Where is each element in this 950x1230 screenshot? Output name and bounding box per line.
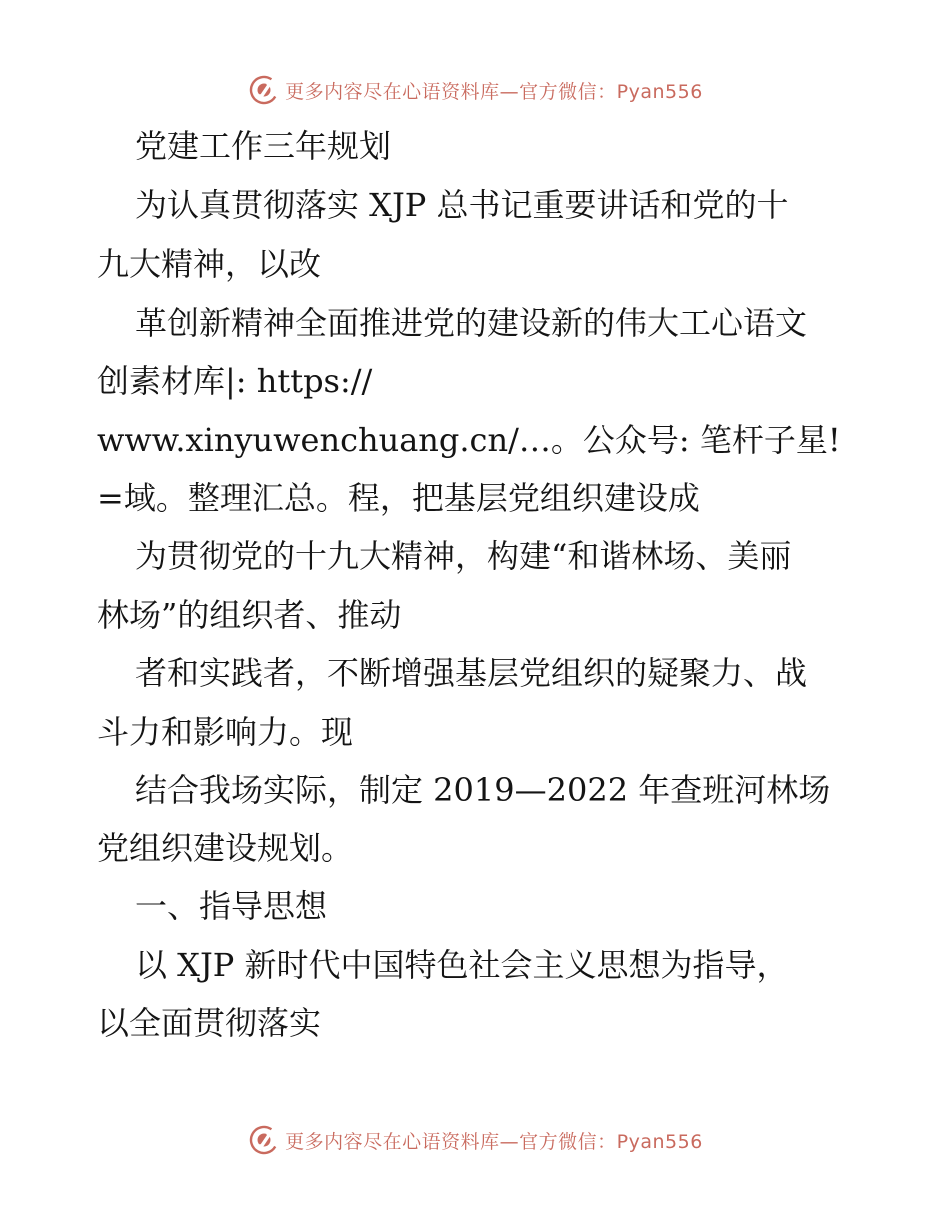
paragraph-line: 者和实践者，不断增强基层党组织的疑聚力、战 — [135, 654, 808, 692]
pen-logo-icon — [247, 1123, 281, 1157]
section-heading: 一、指导思想 — [135, 887, 328, 925]
footer-watermark — [0, 1118, 950, 1162]
paragraph-line: 为认真贯彻落实 XJP 总书记重要讲话和党的十 — [135, 186, 789, 224]
paragraph-line: 创素材库|: https:// — [97, 362, 373, 400]
paragraph-line: 以全面贯彻落实 — [97, 1004, 322, 1042]
watermark-text: 更多内容尽在心语资料库—官方微信： — [285, 80, 617, 103]
watermark-handle: Pyan556 — [616, 1130, 703, 1153]
pen-logo-icon — [247, 73, 281, 107]
paragraph-line: 为贯彻党的十九大精神，构建“和谐林场、美丽 — [135, 537, 792, 575]
paragraph-line: 结合我场实际，制定 2019—2022 年查班河林场 — [135, 771, 831, 809]
header-watermark — [0, 68, 950, 112]
document-title: 党建工作三年规划 — [135, 127, 392, 165]
paragraph-line: 斗力和影响力。现 — [97, 713, 354, 751]
paragraph-line: 党组织建设规划。 — [97, 829, 354, 867]
paragraph-line: www.xinyuwenchuang.cn/…。公众号: 笔杆子星! — [97, 421, 841, 459]
watermark-handle: Pyan556 — [616, 80, 703, 103]
paragraph-line: 林场”的组织者、推动 — [97, 596, 402, 634]
paragraph-line: 革创新精神全面推进党的建设新的伟大工心语文 — [135, 304, 808, 342]
paragraph-line: 九大精神，以改 — [97, 245, 322, 283]
paragraph-line: =域。整理汇总。程，把基层党组织建设成 — [97, 479, 700, 517]
paragraph-line: 以 XJP 新时代中国特色社会主义思想为指导， — [135, 946, 789, 984]
watermark-text: 更多内容尽在心语资料库—官方微信： — [285, 1130, 617, 1153]
